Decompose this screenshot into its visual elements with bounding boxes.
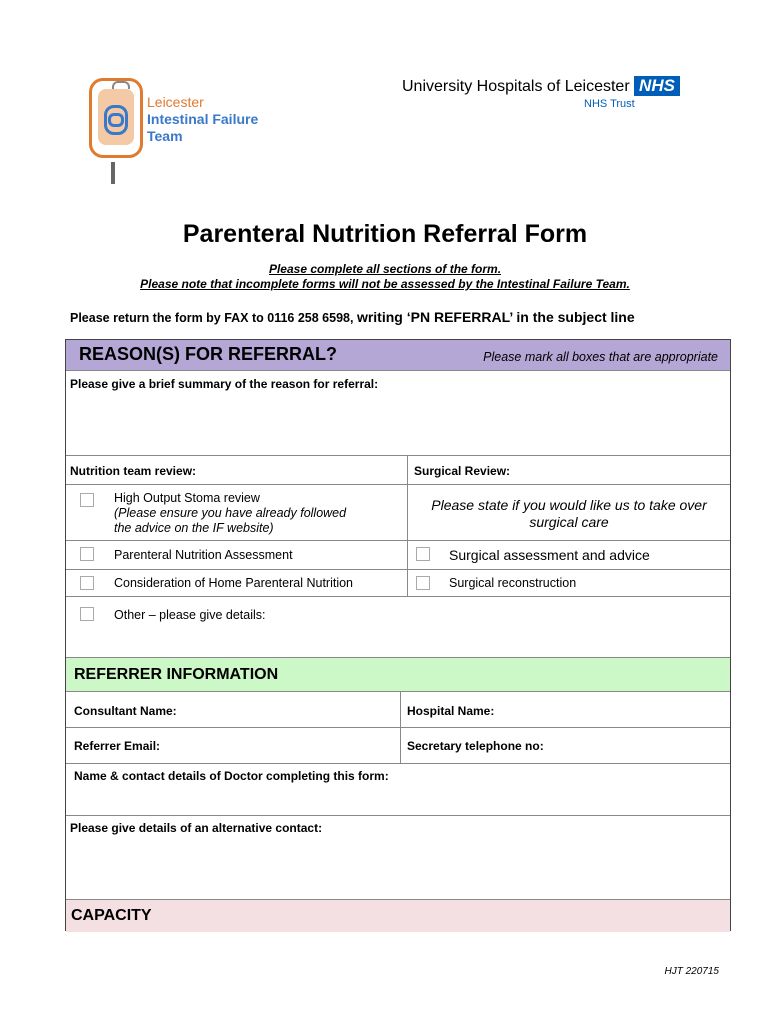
trust-subtitle: NHS Trust — [584, 98, 635, 110]
review-header-row — [66, 456, 730, 485]
other-checkbox[interactable] — [80, 607, 94, 621]
return-subject: writing ‘PN REFERRAL’ in the subject line — [356, 309, 635, 325]
stoma-note-2: the advice on the IF website) — [114, 521, 274, 535]
capacity-section-header — [66, 900, 730, 932]
nhs-logo: NHS — [634, 76, 680, 96]
leicester-if-team-logo — [84, 70, 264, 190]
capacity-heading: CAPACITY — [71, 907, 152, 924]
surgical-takeover-line-2: surgical care — [529, 514, 609, 530]
secretary-telephone-label: Secretary telephone no: — [407, 739, 544, 753]
column-divider — [400, 692, 401, 764]
option-row — [66, 541, 730, 570]
reason-summary-label: Please give a brief summary of the reason for referral: — [70, 377, 379, 391]
stoma-note-1: (Please ensure you have already followed — [114, 506, 347, 520]
form-title: Parenteral Nutrition Referral Form — [182, 220, 588, 248]
surgical-assessment-checkbox[interactable] — [416, 547, 430, 561]
alternative-contact-field[interactable] — [66, 816, 730, 900]
instruction-line-2: Please note that incomplete forms will not be assessed by the Intestinal Failure Team. — [140, 277, 630, 291]
other-label: Other – please give details: — [114, 608, 266, 622]
hospital-name-label: Hospital Name: — [407, 704, 495, 718]
iv-bag-icon — [89, 78, 143, 158]
stoma-checkbox[interactable] — [80, 493, 94, 507]
reason-section-header — [66, 340, 730, 371]
logo-line-1: Leicester — [147, 94, 204, 110]
stoma-label: High Output Stoma review — [114, 491, 260, 505]
surgical-review-label: Surgical Review: — [414, 464, 511, 478]
trust-header — [402, 74, 682, 114]
home-pn-label: Consideration of Home Parenteral Nutrition — [114, 576, 354, 590]
pn-assessment-label: Parenteral Nutrition Assessment — [114, 548, 293, 562]
logo-text — [147, 94, 258, 145]
surgical-takeover-line-1: Please state if you would like us to take over — [431, 497, 707, 513]
referral-form — [65, 339, 731, 931]
column-divider — [407, 456, 408, 597]
referrer-email-label: Referrer Email: — [74, 739, 161, 753]
home-pn-checkbox[interactable] — [80, 576, 94, 590]
option-row — [66, 570, 730, 597]
reason-summary-field[interactable] — [66, 371, 730, 456]
consultant-hospital-row — [66, 692, 730, 728]
email-secretary-row — [66, 728, 730, 764]
reason-heading: REASON(S) FOR REFERRAL? — [79, 344, 337, 364]
doctor-details-field[interactable] — [66, 764, 730, 816]
instruction-line-1: Please complete all sections of the form. — [268, 262, 502, 276]
referrer-heading: REFERRER INFORMATION — [74, 666, 279, 683]
drip-line-icon — [111, 162, 115, 184]
doctor-details-label: Name & contact details of Doctor completing this form: — [74, 769, 389, 783]
alternative-contact-label: Please give details of an alternative contact: — [70, 821, 323, 835]
nutrition-review-label: Nutrition team review: — [70, 464, 197, 478]
return-fax: Please return the form by FAX to 0116 258 6598, — [70, 311, 354, 325]
other-option-row — [66, 597, 730, 658]
reason-note: Please mark all boxes that are appropriate — [483, 350, 718, 364]
surgical-assessment-label: Surgical assessment and advice — [449, 547, 650, 563]
consultant-name-label: Consultant Name: — [74, 704, 177, 718]
pn-assessment-checkbox[interactable] — [80, 547, 94, 561]
document-reference: HJT 220715 — [664, 966, 719, 977]
referrer-section-header — [66, 658, 730, 692]
surgical-reconstruction-checkbox[interactable] — [416, 576, 430, 590]
logo-line-3: Team — [147, 128, 183, 144]
trust-name: University Hospitals of Leicester — [402, 78, 630, 95]
surgical-reconstruction-label: Surgical reconstruction — [449, 576, 577, 590]
logo-line-2: Intestinal Failure — [147, 111, 259, 127]
option-row — [66, 485, 730, 541]
return-instructions — [70, 309, 635, 325]
